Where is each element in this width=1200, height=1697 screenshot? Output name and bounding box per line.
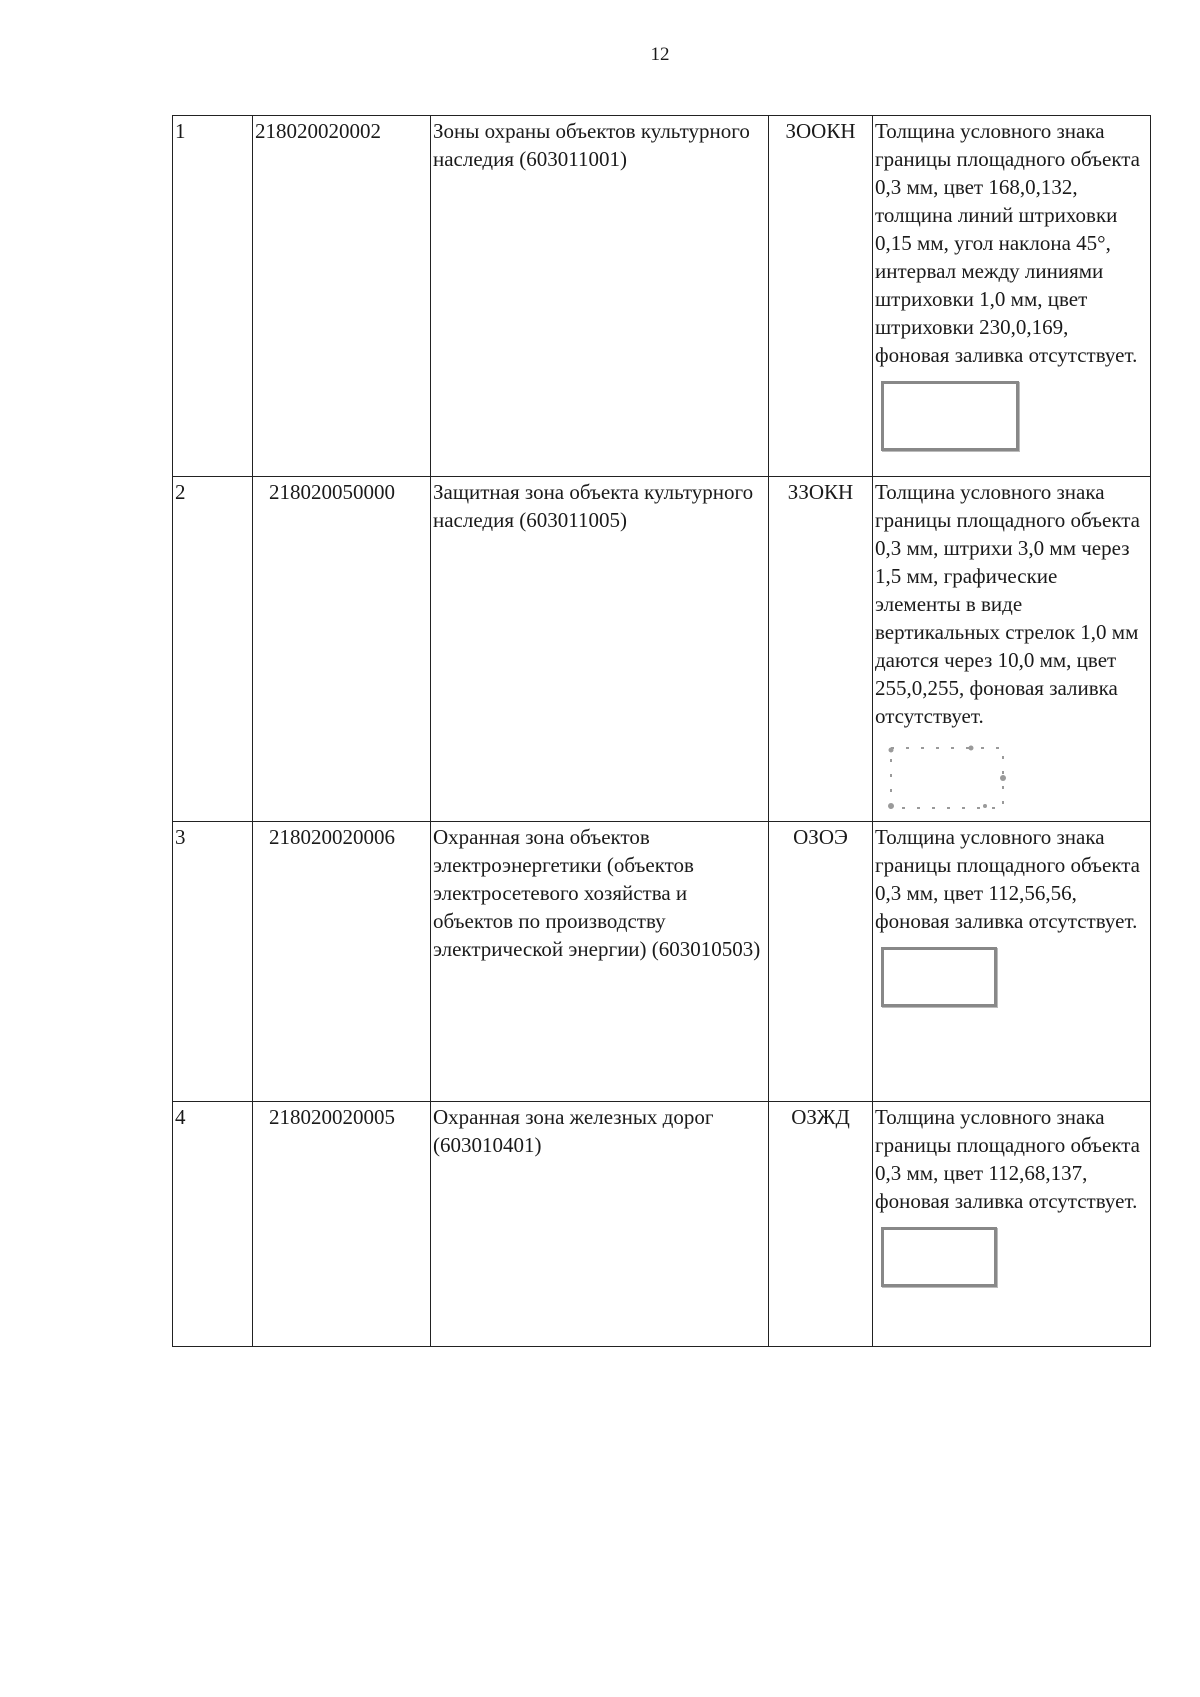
row-number: 3 bbox=[173, 822, 253, 1102]
symbol-description: Толщина условного знака границы площадного объекта 0,3 мм, цвет 112,56,56, фоновая заливка отсутствует. bbox=[875, 825, 1141, 933]
area-symbol-swatch bbox=[881, 1227, 997, 1287]
row-number: 4 bbox=[173, 1102, 253, 1347]
table-row bbox=[173, 822, 1151, 1102]
page-number: 12 bbox=[650, 44, 670, 65]
classifier-code: 218020020006 bbox=[253, 822, 431, 1102]
abbreviation: ОЗЖД bbox=[769, 1102, 873, 1347]
table-row bbox=[173, 1102, 1151, 1347]
abbreviation: ЗООКН bbox=[769, 116, 873, 477]
symbol-description-cell bbox=[873, 116, 1151, 477]
object-name: Охранная зона объектов электроэнергетики (объектов электросетевого хозяйства и объектов по производству электрической энергии) (603010503) bbox=[431, 822, 769, 1102]
symbol-description-cell bbox=[873, 477, 1151, 822]
symbol-description-cell bbox=[873, 1102, 1151, 1347]
object-name: Защитная зона объекта культурного наследия (603011005) bbox=[431, 477, 769, 822]
abbreviation: ЗЗОКН bbox=[769, 477, 873, 822]
abbreviation: ОЗОЭ bbox=[769, 822, 873, 1102]
legend-table bbox=[172, 115, 1151, 1347]
dashed-area-symbol-swatch bbox=[881, 740, 1013, 816]
symbol-description: Толщина условного знака границы площадного объекта 0,3 мм, штрихи 3,0 мм через 1,5 мм, графические элементы в виде вертикальных стрелок 1,0 мм даются через 10,0 мм, цвет 255,0,255, фоновая заливка отсутствует. bbox=[875, 480, 1141, 728]
object-name: Зоны охраны объектов культурного наследия (603011001) bbox=[431, 116, 769, 477]
classifier-code: 218020020002 bbox=[253, 116, 431, 477]
symbol-description: Толщина условного знака границы площадного объекта 0,3 мм, цвет 168,0,132, толщина линий штриховки 0,15 мм, угол наклона 45°, интервал между линиями штриховки 1,0 мм, цвет штриховки 230,0,169, фоновая заливка отсутствует. bbox=[875, 119, 1141, 367]
classifier-code: 218020020005 bbox=[253, 1102, 431, 1347]
object-name: Охранная зона железных дорог (603010401) bbox=[431, 1102, 769, 1347]
row-number: 1 bbox=[173, 116, 253, 477]
table-row bbox=[173, 116, 1151, 477]
symbol-description-cell bbox=[873, 822, 1151, 1102]
classifier-code: 218020050000 bbox=[253, 477, 431, 822]
symbol-description: Толщина условного знака границы площадного объекта 0,3 мм, цвет 112,68,137, фоновая заливка отсутствует. bbox=[875, 1105, 1141, 1213]
area-symbol-swatch bbox=[881, 381, 1019, 451]
row-number: 2 bbox=[173, 477, 253, 822]
table-row bbox=[173, 477, 1151, 822]
area-symbol-swatch bbox=[881, 947, 997, 1007]
